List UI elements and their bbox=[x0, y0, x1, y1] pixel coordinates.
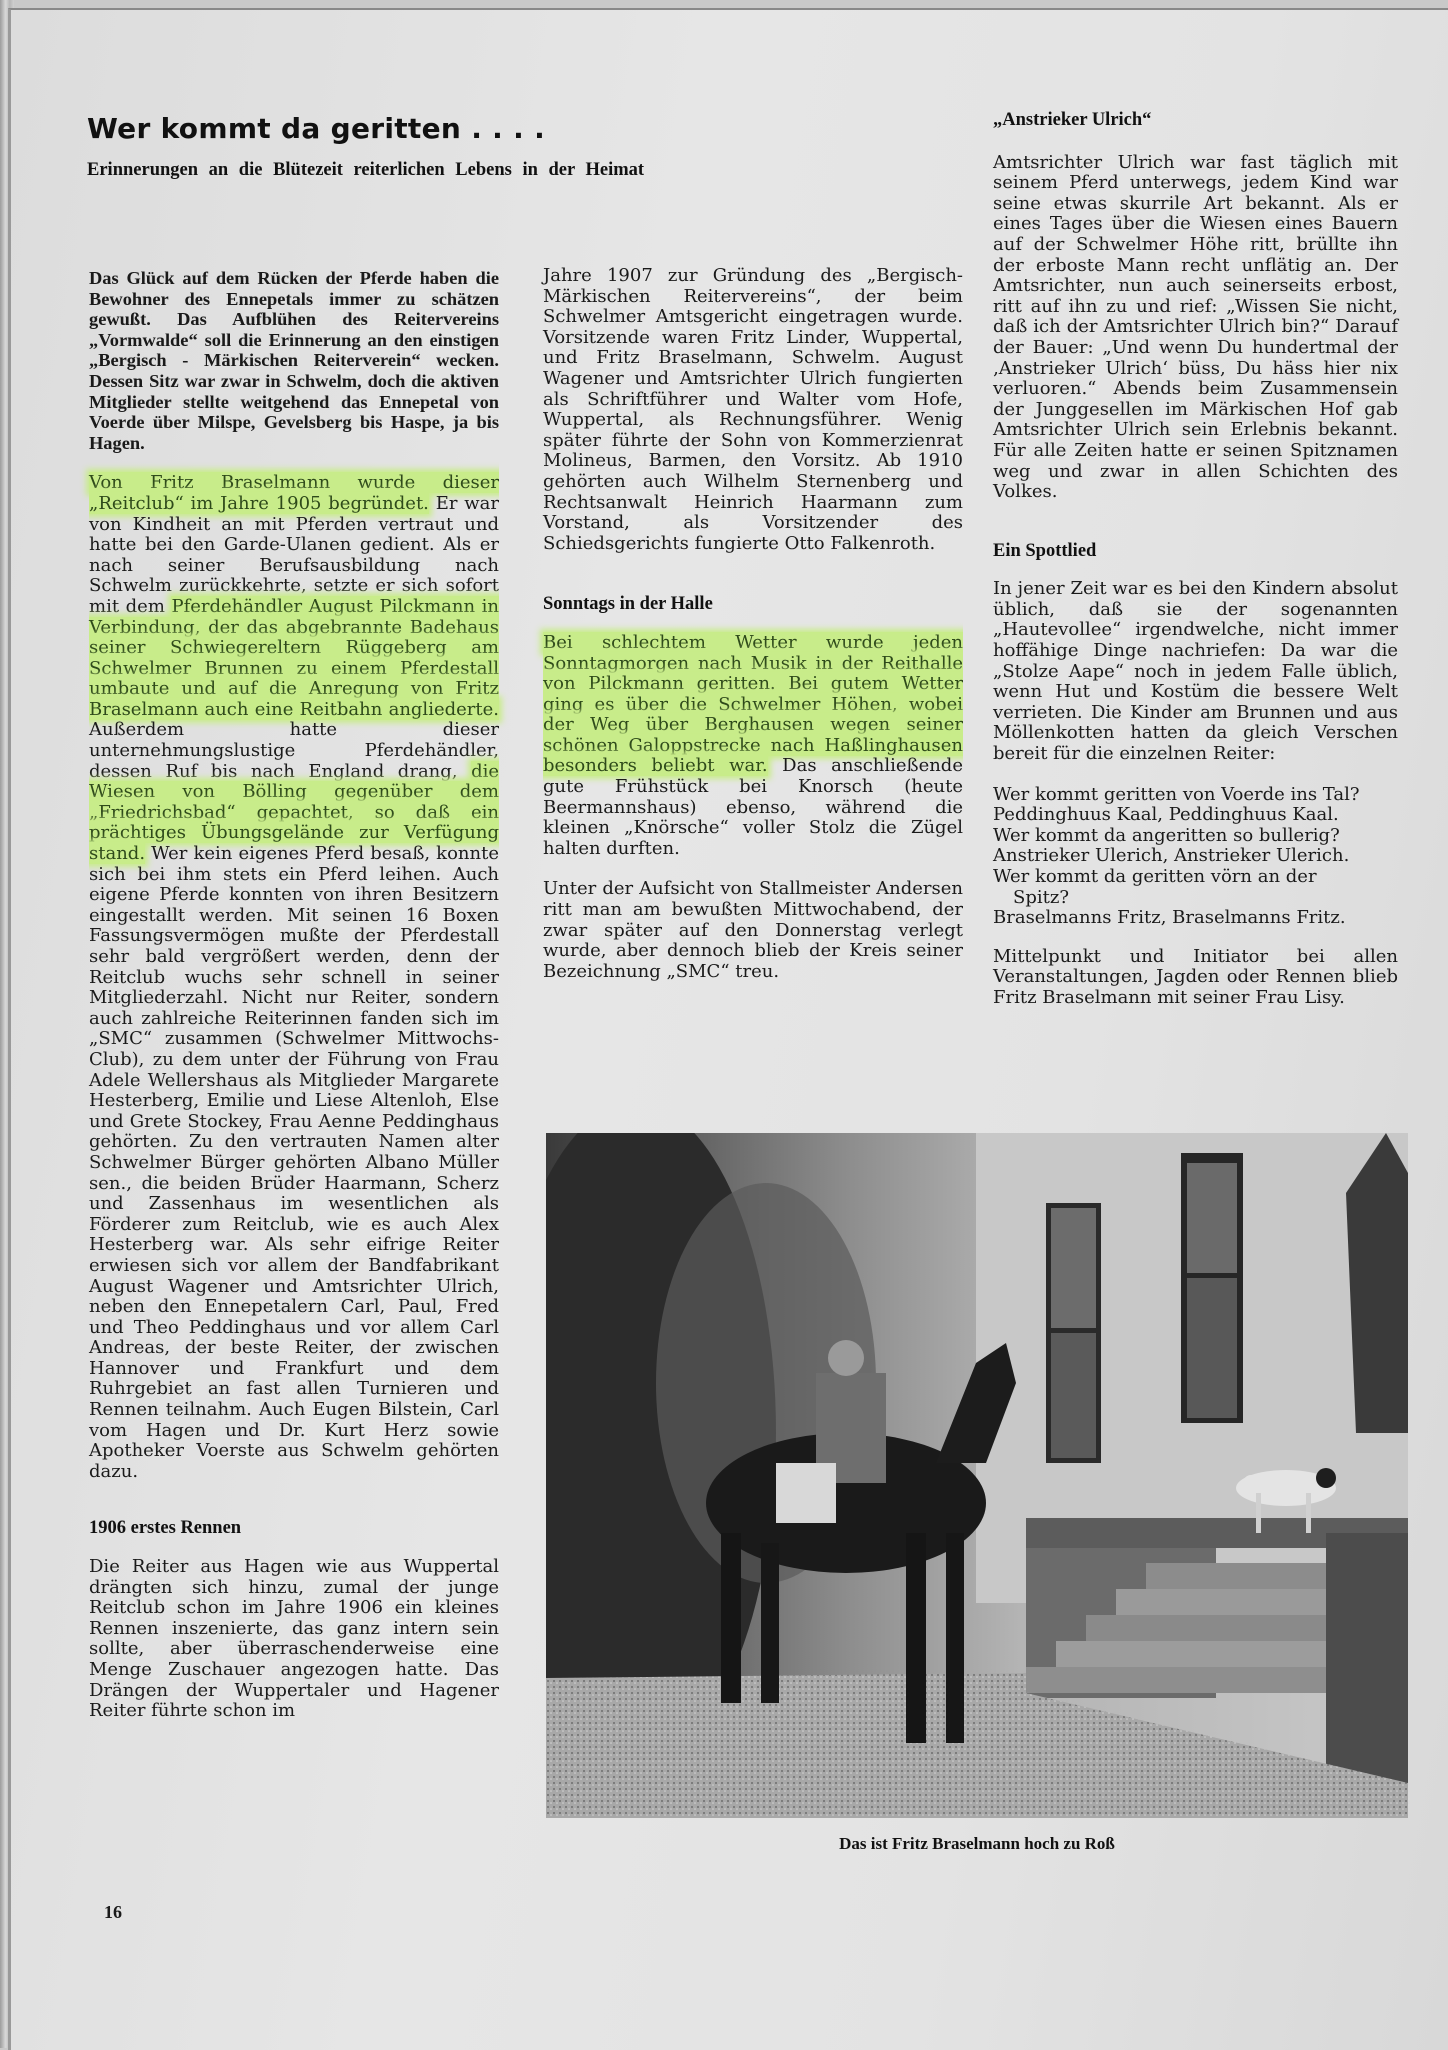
page-number: 16 bbox=[104, 1902, 122, 1922]
body-paragraph: In jener Zeit war es bei den Kindern absolut üblich, daß sie der sogenannten „Hautevollee“ irgendwelche, nicht immer hoffähige Dinge nachriefen: Da war die „Stolze Aape“ noch in jedem Falle üblich, wenn Hut und Kostüm die bessere Welt verrieten. Die Kinder am Brunnen und aus Möllenkotten hatten da gleich Verschen bereit für die einzelnen Reiter: bbox=[993, 578, 1398, 765]
photo-caption: Das ist Fritz Braselmann hoch zu Roß bbox=[839, 1834, 1115, 1853]
body-paragraph: Mittelpunkt und Initiator bei allen Veranstaltungen, Jagden oder Rennen blieb Fritz Braselmann mit seiner Frau Lisy. bbox=[993, 945, 1398, 1008]
body-paragraph bbox=[89, 473, 499, 1482]
verse-line: Peddinghuus Kaal, Peddinghuus Kaal. bbox=[993, 804, 1339, 826]
intro-paragraph: Das Glück auf dem Rücken der Pferde haben die Bewohner des Ennepetals immer zu schätzen gewußt. Das Aufblühen des Reitervereins „Vormwalde“ soll die Erinnerung an den einstigen „Bergisch - Märkischen Reiterverein“ wecken. Dessen Sitz war zwar in Schwelm, doch die aktiven Mitglieder stellte weitgehend das Ennepetal von Voerde über Milspe, Gevelsberg bis Haspe, ja bis Hagen. bbox=[89, 268, 499, 453]
verse-line: Braselmanns Fritz, Braselmanns Fritz. bbox=[993, 907, 1346, 929]
highlighted-text: Von Fritz Braselmann wurde dieser „Reitclub“ im Jahre 1905 begründet. bbox=[89, 472, 499, 514]
verse-line: Wer kommt da geritten vörn an der bbox=[993, 866, 1317, 887]
column-1 bbox=[89, 268, 499, 1742]
section-heading: 1906 erstes Rennen bbox=[89, 1518, 242, 1539]
section-heading: Ein Spottlied bbox=[993, 540, 1097, 561]
column-3 bbox=[993, 110, 1398, 1029]
highlighted-text: Bei schlechtem Wetter wurde jeden Sonntagmorgen nach Musik in der Reithalle von Pilckmann geritten. Bei gutem Wetter ging es über die Schwelmer Höhen, wobei der Weg über Berghausen wegen seiner schönen Galoppstrecke nach Haßlinghausen besonders beliebt war. bbox=[543, 631, 963, 777]
body-paragraph: Unter der Aufsicht von Stallmeister Andersen ritt man am bewußten Mittwochabend, der zwar später auf den Donnerstag verlegt wurde, aber dennoch blieb der Kreis seiner Bezeichnung „SMC“ treu. bbox=[543, 878, 963, 982]
body-text: Wer kein eigenes Pferd besaß, konnte sich bei ihm stets ein Pferd leihen. Auch eigene Pferde konnten von ihren Besitzern eingestallt werden. Mit seinen 16 Boxen Fassungsvermögen mußte der Pferdestall sehr bald vergrößert werden, denn der Reitclub wuchs sehr schnell in seiner Mitgliederzahl. Nicht nur Reiter, sondern auch zahlreiche Reiterinnen fanden sich im „SMC“ zusammen (Schwelmer Mittwochs-Club), zu dem unter der Führung von Frau Adele Wellershaus als Mitglieder Margarete Hesterberg, Emilie und Liese Altenloh, Else und Grete Stockey, Frau Aenne Peddinghaus gehörten. Zu den vertrauten Namen alter Schwelmer Bürger gehörten Albano Müller sen., die beiden Brüder Haarmann, Scherz und Zassenhaus im wesentlichen als Förderer zum Reitclub, wie es auch Alex Hesterberg war. Als sehr eifrige Reiter erwiesen sich vor allem der Bandfabrikant August Wagener und Amtsrichter Ulrich, neben den Ennepetalern Carl, Paul, Fred und Theo Peddinghaus und vor allem Carl Andreas, der beste Reiter, der zwischen Hannover und Frankfurt und dem Ruhrgebiet an fast allen Turnieren und Rennen teilnahm. Auch Eugen Bilstein, Carl vom Hagen und Dr. Kurt Herz sowie Apotheker Voerste aus Schwelm gehörten dazu. bbox=[89, 843, 499, 1482]
body-paragraph: Jahre 1907 zur Gründung des „Bergisch-Märkischen Reitervereins“, der beim Schwelmer Amtsgericht eingetragen wurde. Vorsitzende waren Fritz Linder, Wuppertal, und Fritz Braselmann, Schwelm. August Wagener und Amtsrichter Ulrich fungierten als Schriftführer und Walter vom Hofe, Wuppertal, als Rechnungsführer. Wenig später führte der Sohn von Kommerzienrat Molineus, Barmen, den Vorsitz. Ab 1910 gehörten auch Wilhelm Sternenberg und Rechtsanwalt Heinrich Haarmann zum Vorstand, als Vorsitzender des Schiedsgerichts fungierte Otto Falkenroth. bbox=[543, 265, 963, 554]
article-subtitle: Erinnerungen an die Blütezeit reiterlichen Lebens in der Heimat bbox=[87, 160, 645, 180]
verse-line: Wer kommt da angeritten so bullerig? bbox=[993, 824, 1340, 846]
highlighted-text: die Wiesen von Bölling gegenüber dem „Friedrichsbad“ gepachtet, so daß ein prächtiges Übungsgelände zur Verfügung stand. bbox=[89, 760, 499, 865]
article-title: Wer kommt da geritten . . . . bbox=[87, 112, 546, 145]
historic-photo bbox=[546, 1133, 1408, 1818]
section-heading: Sonntags in der Halle bbox=[543, 594, 713, 615]
body-paragraph: Die Reiter aus Hagen wie aus Wuppertal drängten sich hinzu, zumal der junge Reitclub schon im Jahre 1906 ein kleines Rennen inszenierte, das ganz intern sein sollte, aber überraschenderweise eine Menge Zuschauer angezogen hatte. Das Drängen der Wuppertaler und Hagener Reiter führte schon im bbox=[89, 1556, 499, 1722]
body-paragraph bbox=[543, 633, 963, 860]
body-text: Er war von Kindheit an mit Pferden vertraut und hatte bei den Garde-Ulanen gedient. Als er nach seiner Berufsausbildung nach Schwelm zurückkehrte, setzte er sich sofort mit dem bbox=[89, 492, 499, 617]
body-paragraph: Amtsrichter Ulrich war fast täglich mit seinem Pferd unterwegs, jedem Kind war seine etwas skurrile Art bekannt. Als er eines Tages über die Wiesen eines Bauern auf der Schwelmer Höhe ritt, brüllte ihn der erboste Mann recht unflätig an. Der Amtsrichter, nun auch seinerseits erbost, ritt auf ihn zu und rief: „Wissen Sie nicht, daß ich der Amtsrichter Ulrich bin?“ Darauf der Bauer: „Und wenn Du hundertmal der ‚Anstrieker Ulrich‘ büss, Du häss hier nix verluoren.“ Abends beim Zusammensein der Junggesellen im Märkischen Hof gab Amtsrichter Ulrich sein Erlebnis bekannt. Für alle Zeiten hatte er seinen Spitznamen weg und zwar in allen Schichten des Volkes. bbox=[993, 151, 1398, 503]
body-text: Das anschließende gute Frühstück bei Knorsch (heute Beermannshaus) ebenso, während die kleinen „Knörsche“ voller Stolz die Zügel halten durften. bbox=[543, 755, 963, 859]
poem-verse bbox=[993, 785, 1398, 929]
verse-line: Anstrieker Ulerich, Anstrieker Ulerich. bbox=[993, 845, 1350, 867]
verse-line: Spitz? bbox=[1013, 886, 1069, 908]
highlighted-text: Pferdehändler August Pilckmann in Verbindung, der das abgebrannte Badehaus seiner Schwiegereltern Rüggeberg am Schwelmer Brunnen zu einem Pferdestall umbaute und auf die Anregung von Fritz Braselmann auch eine Reitbahn angliederte. bbox=[89, 595, 499, 720]
horse-rider-photo-icon bbox=[546, 1133, 1408, 1818]
column-2 bbox=[543, 266, 963, 1002]
verse-line: Wer kommt geritten von Voerde ins Tal? bbox=[993, 783, 1360, 805]
body-text: Außerdem hatte dieser unternehmungslustige Pferdehändler, dessen Ruf bis nach England drang, bbox=[89, 719, 499, 782]
section-heading: „Anstrieker Ulrich“ bbox=[993, 110, 1152, 130]
